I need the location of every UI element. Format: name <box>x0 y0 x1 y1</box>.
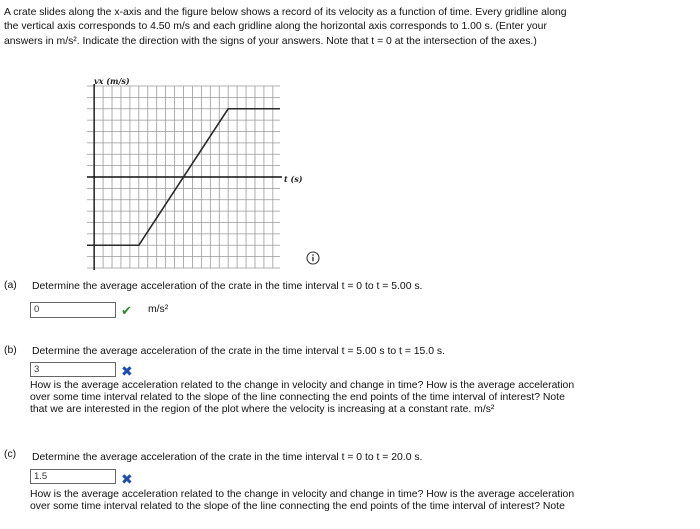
part-a-question: Determine the average acceleration of the crate in the time interval t = 0 to t = 5.00 s. <box>32 281 423 292</box>
part-c-question: Determine the average acceleration of the crate in the time interval t = 0 to t = 20.0 s. <box>32 452 423 463</box>
part-c-label: (c) <box>4 449 17 460</box>
problem-statement <box>4 6 567 49</box>
velocity-series-line <box>87 109 280 246</box>
hint-line: How is the average acceleration related to the change in velocity and change in time? How is the average acceleration <box>30 380 575 391</box>
problem-line: the vertical axis corresponds to 4.50 m/s and each gridline along the horizontal axis corresponds to 1.00 s. (Enter your <box>4 21 547 33</box>
problem-line: answers in m/s². Indicate the direction with the signs of your answers. Note that t = 0 at the intersection of the axes.) <box>4 35 537 47</box>
problem-line: A crate slides along the x-axis and the figure below shows a record of its velocity as a function of time. Every gridline along <box>4 7 567 18</box>
part-b-label: (b) <box>4 345 17 356</box>
x-axis-label: t (s) <box>284 174 303 184</box>
cross-icon: ✖ <box>121 363 133 379</box>
part-a-unit: m/s² <box>148 304 169 315</box>
part-a-label: (a) <box>4 280 17 291</box>
part-b-hint <box>30 380 574 417</box>
y-axis-label: vx (m/s) <box>94 76 130 86</box>
check-icon: ✔ <box>121 303 132 318</box>
hint-line: over some time interval related to the slope of the line connecting the end points of the time interval of interest? Note <box>30 501 565 513</box>
chart-series <box>87 109 280 246</box>
hint-line: that we are interested in the region of the plot where the velocity is increasing at a constant rate. m/s² <box>30 404 495 416</box>
hint-line: How is the average acceleration related to the change in velocity and change in time? How is the average acceleration <box>30 489 575 500</box>
info-circle-icon[interactable] <box>306 251 320 265</box>
chart-grid <box>87 86 280 268</box>
part-b-answer-field[interactable]: 3 <box>30 362 116 377</box>
part-a-answer-field[interactable]: 0 <box>30 302 116 318</box>
part-b-question: Determine the average acceleration of the crate in the time interval t = 5.00 s to t = 15.0 s. <box>32 346 445 357</box>
chart-axes <box>87 84 282 270</box>
part-c-answer-field[interactable]: 1.5 <box>30 469 116 484</box>
part-c-hint <box>30 489 574 513</box>
hint-line: over some time interval related to the slope of the line connecting the end points of the time interval of interest? Note <box>30 392 565 404</box>
cross-icon: ✖ <box>121 471 133 487</box>
